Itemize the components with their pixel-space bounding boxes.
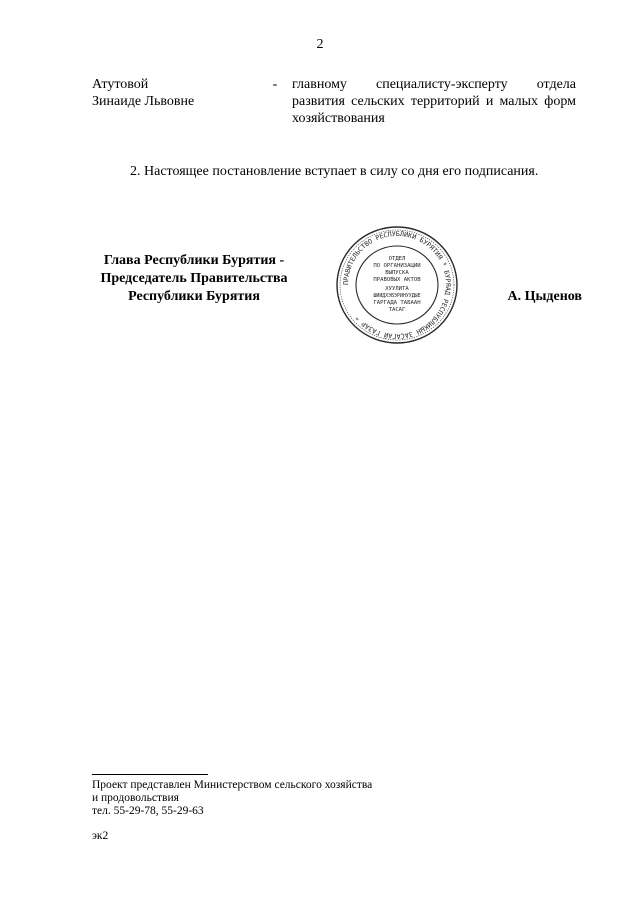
footnote: [92, 779, 472, 818]
footnote-phone: тел. 55-29-78, 55-29-63: [92, 805, 204, 817]
assignee-row: [92, 76, 576, 132]
seal-inner-line: ОТДЕЛ: [388, 256, 406, 262]
footnote-divider: [92, 774, 208, 775]
signatory-title-line: Глава Республики Бурятия -: [103, 253, 285, 268]
seal-stamp-image: [334, 224, 460, 346]
seal-inner-line: ШИИДХЭБЭРИНУУДЫЕ: [373, 293, 421, 299]
footnote-line: и продовольствия: [92, 792, 179, 804]
seal-ring-text: ПРАВИТЕЛЬСТВО РЕСПУБЛИКИ БУРЯТИЯ * БУРЯАД РЕСПУБЛИКЫН ЗАСАГАЙ ГАЗАР *: [341, 229, 453, 341]
seal-inner-line: ПРАВОВЫХ АКТОВ: [373, 277, 421, 283]
page-number: 2: [316, 37, 324, 52]
seal-inner-line: ПО ОРГАНИЗАЦИИ: [373, 263, 421, 269]
clause-effective-date: 2. Настоящее постановление вступает в силу со дня его подписания.: [130, 164, 539, 179]
footnote-line: Проект представлен Министерством сельского хозяйства: [92, 779, 373, 791]
signatory-title-line: Республики Бурятия: [128, 289, 260, 304]
seal-inner-line: ГАРГАДА ТАБААН: [373, 300, 421, 306]
seal-inner-line: ХУУЛИТА: [385, 286, 409, 292]
assignee-position: главному специалисту-эксперту отдела развития сельских территорий и малых форм хозяйствования: [292, 77, 576, 126]
assignee-dash: -: [272, 77, 278, 92]
signatory-name: А. Цыденов: [507, 289, 582, 304]
assignee-surname: Атутовой: [92, 77, 149, 92]
seal-inner-line: ВЫПУСКА: [385, 270, 409, 276]
signatory-title: [92, 252, 296, 306]
signatory-title-line: Председатель Правительства: [100, 271, 288, 286]
document-code: эк2: [92, 830, 109, 842]
official-seal: [334, 224, 460, 346]
assignee-given-name: Зинаиде Львовне: [92, 94, 195, 109]
seal-inner-line: ТАСАГ: [388, 307, 406, 313]
assignee-name: [92, 76, 252, 110]
